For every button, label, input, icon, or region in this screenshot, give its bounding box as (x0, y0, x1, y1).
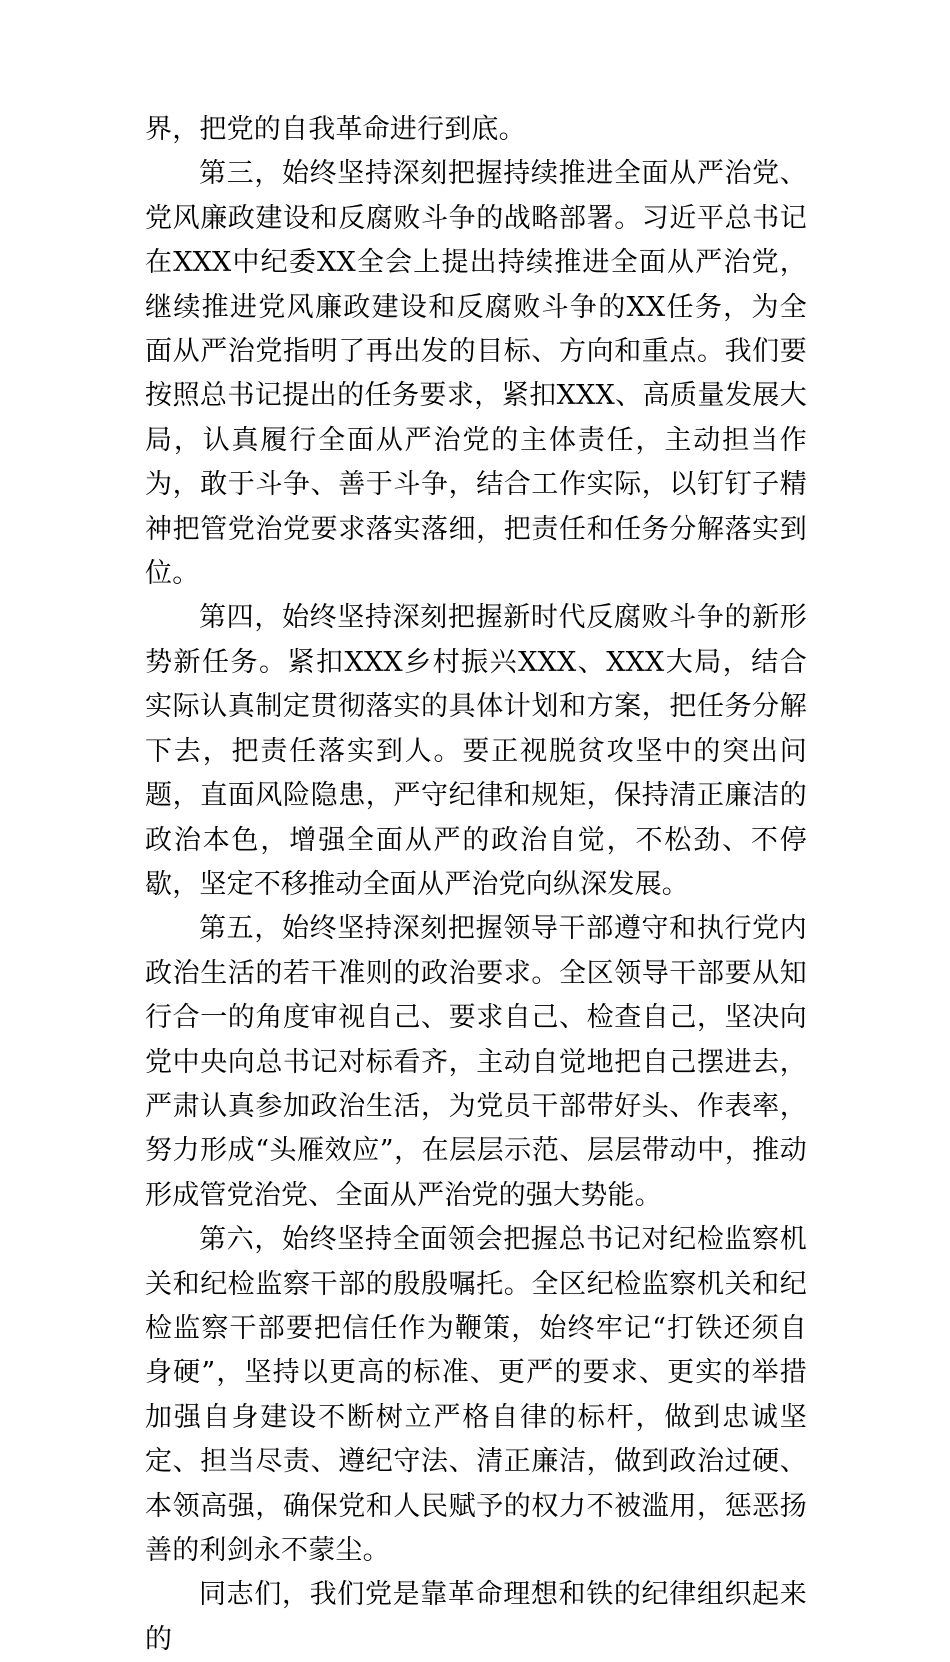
paragraph-continuation: 界，把党的自我革命进行到底。 (145, 114, 526, 145)
document-body (145, 108, 807, 1662)
paragraph-fifth-point: 第五，始终坚持深刻把握领导干部遵守和执行党内政治生活的若干准则的政治要求。全区领导干部要从知行合一的角度审视自己、要求自己、检查自己，坚决向党中央向总书记对标看齐，主动自觉地把自己摆进去，严肃认真参加政治生活，为党员干部带好头、作表率，努力形成“头雁效应”，在层层示范、层层带动中，推动形成管党治党、全面从严治党的强大势能。 (145, 913, 807, 1211)
paragraph-fourth-point: 第四，始终坚持深刻把握新时代反腐败斗争的新形势新任务。紧扣XXX乡村振兴XXX、XXX大局，结合实际认真制定贯彻落实的具体计划和方案，把任务分解下去，把责任落实到人。要正视脱贫攻坚中的突出问题，直面风险隐患，严守纪律和规矩，保持清正廉洁的政治本色，增强全面从严的政治自觉，不松劲、不停歇，坚定不移推动全面从严治党向纵深发展。 (145, 602, 807, 900)
paragraph-closing: 同志们，我们党是靠革命理想和铁的纪律组织起来的 (145, 1579, 807, 1655)
paragraph-sixth-point: 第六，始终坚持全面领会把握总书记对纪检监察机关和纪检监察干部的殷殷嘱托。全区纪检监察机关和纪检监察干部要把信任作为鞭策，始终牢记“打铁还须自身硬”，坚持以更高的标准、更严的要求、更实的举措加强自身建设不断树立严格自律的标杆，做到忠诚坚定、担当尽责、遵纪守法、清正廉洁，做到政治过硬、本领高强，确保党和人民赋予的权力不被滥用，惩恶扬善的利剑永不蒙尘。 (145, 1224, 807, 1566)
paragraph-third-point: 第三，始终坚持深刻把握持续推进全面从严治党、党风廉政建设和反腐败斗争的战略部署。习近平总书记在XXX中纪委XX全会上提出持续推进全面从严治党，继续推进党风廉政建设和反腐败斗争的XX任务，为全面从严治党指明了再出发的目标、方向和重点。我们要按照总书记提出的任务要求，紧扣XXX、高质量发展大局，认真履行全面从严治党的主体责任，主动担当作为，敢于斗争、善于斗争，结合工作实际，以钉钉子精神把管党治党要求落实落细，把责任和任务分解落实到位。 (145, 158, 807, 590)
